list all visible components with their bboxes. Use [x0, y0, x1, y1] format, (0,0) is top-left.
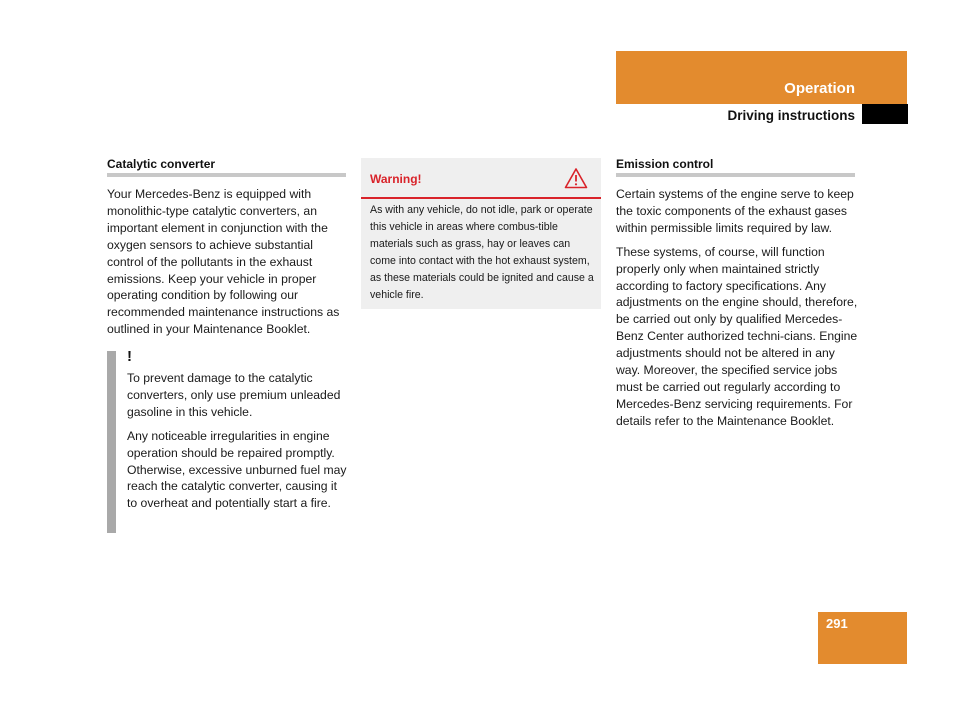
page-number: 291	[826, 616, 848, 631]
heading-rule	[616, 173, 855, 177]
warning-header	[361, 158, 601, 199]
paragraph: Your Mercedes-Benz is equipped with monolithic-type catalytic converters, an important element in conjunction with the oxygen sensors to achieve substantial control of the pollutants in the exhaust emissions. Keep your vehicle in proper operating condition by following our recommended maintenance instructions as outlined in your Maintenance Booklet.	[107, 187, 340, 337]
notice-bar	[107, 351, 116, 533]
warning-box	[361, 158, 601, 309]
paragraph: These systems, of course, will function properly only when maintained strictly according to factory specifications. Any adjustments on the engine should, therefore, be carried out only by qualified Mercedes-Benz Center authorized techni-cians. Engine adjustments should not be altered in any way. Moreover, the specified service jobs must be carried out regularly according to Mercedes-Benz servicing requirements. For details refer to the Maintenance Booklet.	[616, 244, 858, 428]
heading-rule	[107, 173, 346, 177]
notice-paragraph: To prevent damage to the catalytic converters, only use premium unleaded gasoline in this vehicle.	[127, 371, 341, 419]
notice-paragraph: Any noticeable irregularities in engine operation should be repaired promptly. Otherwise, excessive unburned fuel may reach the catalytic converter, causing it to overheat and potentially start a fire.	[127, 428, 347, 511]
emission-control-heading: Emission control	[616, 157, 714, 171]
emission-control-text	[616, 186, 858, 437]
paragraph: Certain systems of the engine serve to keep the toxic components of the exhaust gases within permissible limits required by law.	[616, 187, 854, 235]
exclamation-icon: !	[127, 348, 132, 365]
warning-triangle-icon	[564, 167, 588, 189]
page-number-box	[818, 612, 907, 664]
catalytic-converter-text	[107, 186, 349, 345]
section-title: Operation	[784, 80, 855, 97]
notice-text	[127, 370, 349, 519]
catalytic-converter-heading: Catalytic converter	[107, 157, 216, 171]
section-tab-marker	[862, 104, 908, 124]
warning-text: As with any vehicle, do not idle, park or operate this vehicle in areas where combus-tible materials such as grass, hay or leaves can come into contact with the hot exhaust system, as these materials could be ignited and cause a vehicle fire.	[370, 204, 594, 301]
section-header	[616, 51, 907, 104]
warning-label: Warning!	[370, 172, 422, 186]
subsection-title: Driving instructions	[727, 108, 855, 123]
